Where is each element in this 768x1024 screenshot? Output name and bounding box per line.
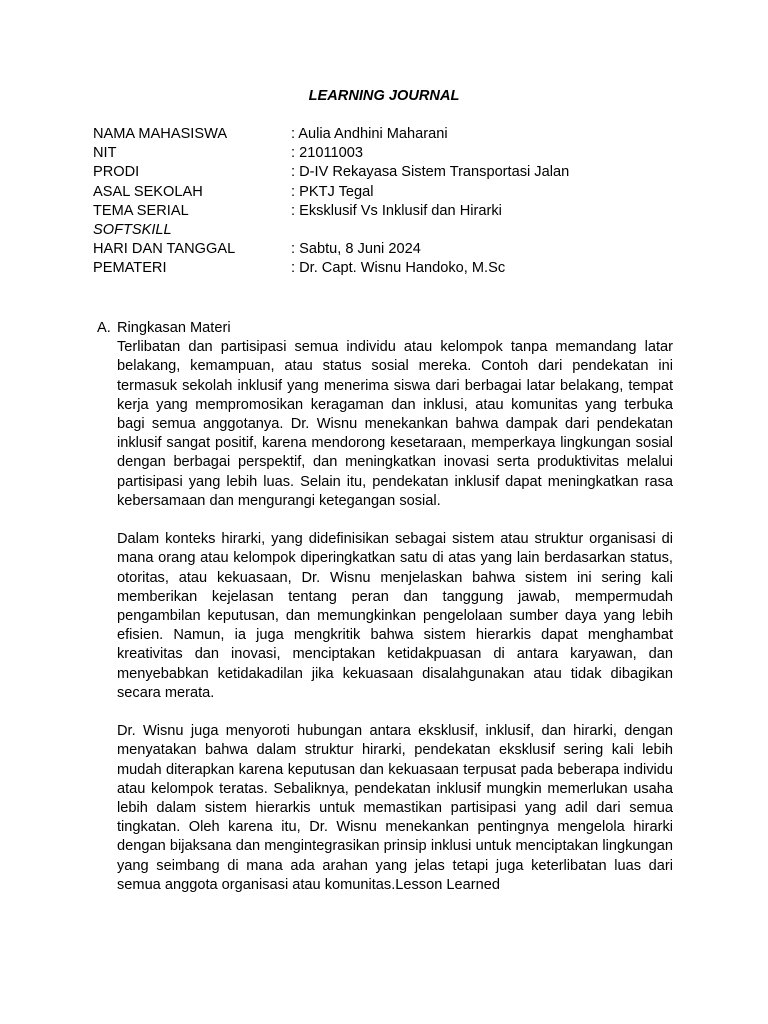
info-row-prodi — [93, 163, 693, 182]
info-label: NIT — [93, 145, 117, 162]
info-label: ASAL SEKOLAH — [93, 183, 203, 200]
info-value: : Aulia Andhini Maharani — [291, 126, 448, 142]
info-value: : Sabtu, 8 Juni 2024 — [291, 241, 421, 258]
section-a — [97, 319, 677, 914]
info-row-nit — [93, 144, 693, 163]
info-value: : PKTJ Tegal — [291, 183, 374, 200]
info-label: HARI DAN TANGGAL — [93, 241, 236, 258]
info-label: NAMA MAHASISWA — [93, 126, 228, 142]
info-value: : D-IV Rekayasa Sistem Transportasi Jalan — [291, 164, 570, 181]
info-label: PRODI — [93, 164, 140, 181]
paragraph-3: Dr. Wisnu juga menyoroti hubungan antara eksklusif, inklusif, dan hirarki, dengan menyatakan bahwa dalam struktur hirarki, pendekatan eksklusif sering kali lebih mudah diterapkan karena keputusan dan kekuasaan terpusat pada beberapa individu atau kelompok teratas. Sebaliknya, pendekatan inklusif mungkin memerlukan usaha lebih dalam sistem hierarkis untuk memastikan partisipasi yang adil dari semua tingkatan. Oleh karena itu, Dr. Wisnu menekankan pentingnya mengelola hirarki dengan bijaksana dan mengintegrasikan prinsip inklusi untuk menciptakan lingkungan yang seimbang di mana ada arahan yang jelas tetapi juga keterlibatan luas dari semua anggota organisasi atau komunitas.Lesson Learned — [117, 723, 673, 893]
document-title: LEARNING JOURNAL — [308, 88, 460, 104]
info-row-date — [93, 240, 693, 259]
info-row-speaker — [93, 259, 693, 278]
section-title: Ringkasan Materi — [117, 320, 231, 336]
info-value: : Dr. Capt. Wisnu Handoko, M.Sc — [291, 260, 506, 277]
student-info-block — [93, 125, 693, 279]
section-heading — [97, 319, 677, 338]
info-label: TEMA SERIAL — [93, 202, 189, 219]
info-row-name — [93, 125, 693, 144]
section-body — [117, 338, 673, 895]
info-row-school — [93, 183, 693, 202]
paragraph-1: Terlibatan dan partisipasi semua individu atau kelompok tanpa memandang latar belakang, kemampuan, atau status sosial mereka. Contoh dari pendekatan ini termasuk sekolah inklusif yang menerima siswa dari berbagai latar belakang, tempat kerja yang mempromosikan keragaman dan inklusi, atau komunitas yang terbuka bagi semua anggotanya. Dr. Wisnu menekankan bahwa dampak dari pendekatan inklusif sangat positif, karena mendorong kesetaraan, memperkaya lingkungan sosial dengan berbagai perspektif, dan meningkatkan inovasi serta produktivitas melalui partisipasi yang lebih luas. Selain itu, pendekatan inklusif dapat meningkatkan rasa kebersamaan dan mengurangi ketegangan sosial. — [117, 339, 673, 509]
info-sublabel: SOFTSKILL — [93, 221, 172, 238]
paragraph-2: Dalam konteks hirarki, yang didefinisikan sebagai sistem atau struktur organisasi di mana orang atau kelompok diperingkatkan satu di atas yang lain berdasarkan status, otoritas, atau kekuasaan, Dr. Wisnu menjelaskan bahwa sistem ini sering kali memberikan kejelasan tentang peran dan tanggung jawab, mempermudah pengambilan keputusan, dan memungkinkan pengelolaan sumber daya yang lebih efisien. Namun, ia juga mengkritik bahwa sistem hierarkis dapat menghambat kreativitas dan inovasi, menciptakan ketidakpuasan di antara karyawan, dan menyebabkan ketidakadilan jika kekuasaan disalahgunakan atau tidak dibagikan secara merata. — [117, 531, 673, 701]
info-label: PEMATERI — [93, 260, 167, 277]
info-value: : Eksklusif Vs Inklusif dan Hirarki — [291, 202, 502, 219]
info-value: : 21011003 — [291, 145, 363, 162]
info-row-theme — [93, 202, 693, 221]
section-letter: A. — [97, 320, 111, 336]
